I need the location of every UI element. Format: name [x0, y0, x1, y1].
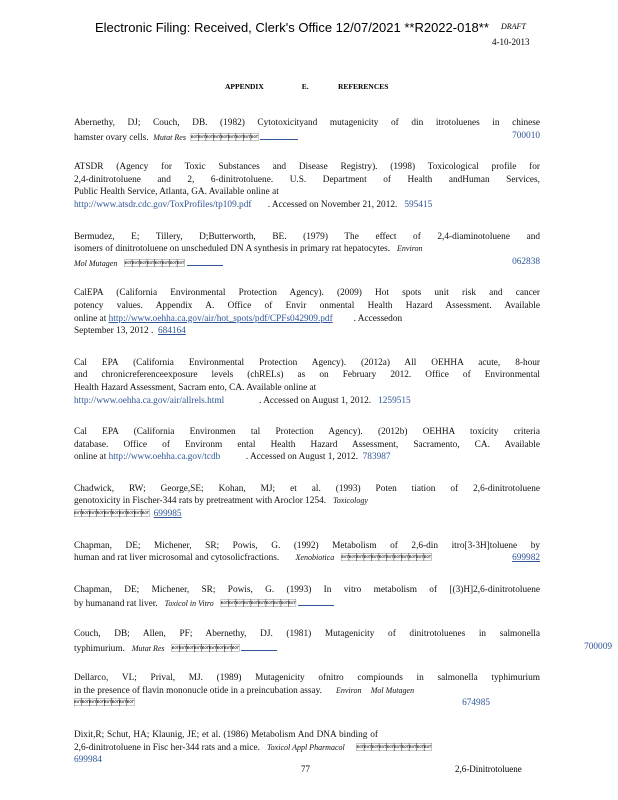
- reference-entry: [74, 357, 540, 407]
- hero-id-link[interactable]: 700010: [512, 130, 540, 141]
- ref-line: CalEPA (California Environmental Protection Agency). (2009) Hot spots unit risk and cancer: [74, 288, 540, 299]
- ref-line: [74, 256, 540, 269]
- ref-line: human and rat liver microsomal and cytosolicfractions. Xenobiotica  699982: [74, 553, 540, 564]
- ref-line: online at http://www.oehha.ca.gov/air/hot_spots/pdf/CPFs042909.pdf . Accessedon: [74, 313, 403, 324]
- ref-line: Couch, DB; Allen, PF; Abernethy, DJ. (1981) Mutagenicity of dinitrotoluenes in salmonella: [74, 629, 540, 640]
- ref-line: Chapman, DE; Michener, SR; Powis, G. (1993) In vitro metabolism of [(3)H]2,6-dinitrotoluene: [74, 584, 540, 595]
- ref-line: Health Hazard Assessment, Sacram ento, CA. Available online at: [74, 382, 317, 393]
- journal-name: Xenobiotica: [295, 553, 335, 563]
- url-link[interactable]: http://www.oehha.ca.gov/air/hot_spots/pdf/CPFs042909.pdf: [108, 313, 333, 324]
- reference-entry: [74, 117, 540, 142]
- section-title: [225, 82, 388, 91]
- ref-line: Bermudez, E; Tillery, D;Butterworth, BE. (1979) The effect of 2,4-diaminotoluene and: [74, 231, 540, 242]
- filing-stamp: Electronic Filing: Received, Clerk's Office 12/07/2021 **R2022-018**: [95, 20, 489, 35]
- hero-id-link[interactable]: 783987: [362, 452, 391, 463]
- reference-entry: [74, 540, 540, 565]
- hero-id-link[interactable]: 700009: [584, 641, 612, 652]
- journal-name: Mutat Res: [131, 643, 165, 653]
- ref-line: Chapman, DE; Michener, SR; Powis, G. (1992) Metabolism of 2,6-din itro[3-3H]toluene by: [74, 540, 540, 551]
- ref-line: in the presence of flavin mononucle otide in a preincubation assay. Environ Mol Mutagen: [74, 685, 415, 696]
- ref-line: typhimurium. Mutat Res  700009: [74, 641, 612, 654]
- ref-line: ATSDR (Agency for Toxic Substances and Disease Registry). (1998) Toxicological profile for: [74, 162, 540, 173]
- journal-name: Environ: [335, 685, 362, 695]
- hero-id-link[interactable]: 062838: [512, 256, 540, 267]
- hero-id-link[interactable]: 699985: [153, 509, 182, 520]
- hero-id-link[interactable]: 699982: [512, 553, 540, 564]
- footer-chemical: 2,6-Dinitrotoluene: [455, 764, 522, 774]
- hero-id-link[interactable]: 1259515: [378, 395, 411, 406]
- url-link[interactable]: http://www.atsdr.cdc.gov/ToxProfiles/tp109.pdf: [74, 199, 252, 210]
- reference-entry: [74, 161, 540, 211]
- ref-line: genotoxicity in Fischer-344 rats by pretreatment with Aroclor 1254. Toxicology: [74, 496, 368, 507]
- ref-line: online at http://www.oehha.ca.gov/tcdb . Accessed on August 1, 2012. 783987: [74, 452, 391, 463]
- hero-id-link[interactable]: 595415: [404, 199, 433, 210]
- url-link[interactable]: http://www.oehha.ca.gov/tcdb: [108, 452, 221, 463]
- reference-entry: [74, 729, 540, 767]
- url-link[interactable]: http://www.oehha.ca.gov/air/allrels.html: [74, 395, 225, 406]
- hero-id-link[interactable]: 699984: [74, 755, 102, 766]
- hero-id-link[interactable]: 674985: [462, 698, 490, 709]
- garbled-text: : [74, 698, 134, 708]
- ref-line: http://www.atsdr.cdc.gov/ToxProfiles/tp109.pdf . Accessed on November 21, 2012. 595415: [74, 199, 433, 210]
- draft-date: 4-10-2013: [492, 37, 530, 47]
- link-underline: [260, 130, 298, 140]
- journal-name: Environ: [397, 244, 423, 254]
- ref-line: potency values. Appendix A. Office of Envir onmental Health Hazard Assessment. Available: [74, 300, 540, 311]
- journal-name: Toxicology: [333, 496, 368, 506]
- ref-line: Dellarco, VL; Prival, MJ. (1989) Mutagenicity ofnitro compiounds in salmonella typhimurium: [74, 673, 540, 684]
- ref-line: September 13, 2012 . 684164: [74, 326, 186, 337]
- link-underline: [298, 596, 334, 606]
- ref-line: by humanand rat liver. Toxicol in Vitro : [74, 596, 540, 609]
- ref-line: Abernethy, DJ; Couch, DB. (1982) Cytotoxicityand mutagenicity of din itrotoluenes in chinese: [74, 118, 540, 128]
- ref-line: Public Health Service, Atlanta, GA. Available online at: [74, 187, 279, 198]
- ref-line: [74, 508, 540, 521]
- link-underline: [187, 256, 223, 266]
- ref-line: 2,4-dinitrotoluene and 2, 6-dinitrotoluene. U.S. Department of Health andHuman Services,: [74, 174, 540, 185]
- ref-line: hamster ovary cells. Mutat Res  700010: [74, 130, 540, 143]
- reference-entry: [74, 483, 540, 521]
- ref-line: and chronicreferenceexposure levels (chRELs) as on February 2012. Office of Environmental: [74, 370, 540, 381]
- ref-line: database. Office of Environm ental Health Hazard Assessment, Sacramento, CA. Available: [74, 439, 540, 450]
- reference-entry: [74, 287, 540, 337]
- references-list: [74, 117, 612, 767]
- reference-entry: [74, 426, 540, 464]
- reference-entry: [74, 584, 540, 609]
- journal-name: Mol Mutagen: [370, 685, 415, 695]
- appendix-letter: E.: [301, 82, 309, 91]
- garbled-text: : [124, 258, 185, 268]
- garbled-text: : [341, 553, 432, 563]
- garbled-text: : [74, 509, 149, 519]
- ref-line: Cal EPA (California Environmental Protection Agency). (2012a) All OEHHA acute, 8-hour: [74, 357, 540, 368]
- hero-id-link[interactable]: 684164: [157, 326, 186, 337]
- appendix-label: APPENDIX: [225, 82, 264, 91]
- journal-name: Toxicol in Vitro: [164, 599, 214, 609]
- reference-entry: [74, 672, 540, 710]
- page-number: 77: [301, 764, 310, 774]
- journal-name: Toxicol Appl Pharmacol: [266, 742, 345, 752]
- ref-line: Dixit,R; Schut, HA; Klaunig, JE; et al. (1986) Metabolism And DNA binding of: [74, 730, 378, 740]
- reference-entry: [74, 231, 540, 269]
- draft-mark: DRAFT: [501, 22, 526, 31]
- garbled-text: : [171, 643, 240, 653]
- garbled-text: : [220, 599, 296, 609]
- journal-name: Mol Mutagen: [74, 258, 118, 268]
- ref-line: Chadwick, RW; George,SE; Kohan, MJ; et al. (1993) Poten tiation of 2,6-dinitrotoluene: [74, 483, 540, 494]
- ref-line: Cal EPA (California Environmen tal Protection Agency). (2012b) OEHHA toxicity criteria: [74, 427, 540, 438]
- ref-line: [74, 697, 540, 710]
- link-underline: [241, 641, 277, 651]
- journal-name: Mutat Res: [153, 132, 186, 142]
- ref-line: http://www.oehha.ca.gov/air/allrels.html . Accessed on August 1, 2012. 1259515: [74, 395, 411, 406]
- reference-entry: [74, 628, 612, 654]
- ref-line: isomers of dinitrotoluene on unscheduled DN A synthesis in primary rat hepatocytes. Environ: [74, 244, 423, 255]
- garbled-text: : [356, 742, 432, 752]
- references-label: REFERENCES: [338, 82, 389, 91]
- ref-line: 2,6-dinitrotoluene in Fisc her-344 rats and a mice. Toxicol Appl Pharmacol : [74, 742, 432, 753]
- garbled-text: : [190, 132, 259, 142]
